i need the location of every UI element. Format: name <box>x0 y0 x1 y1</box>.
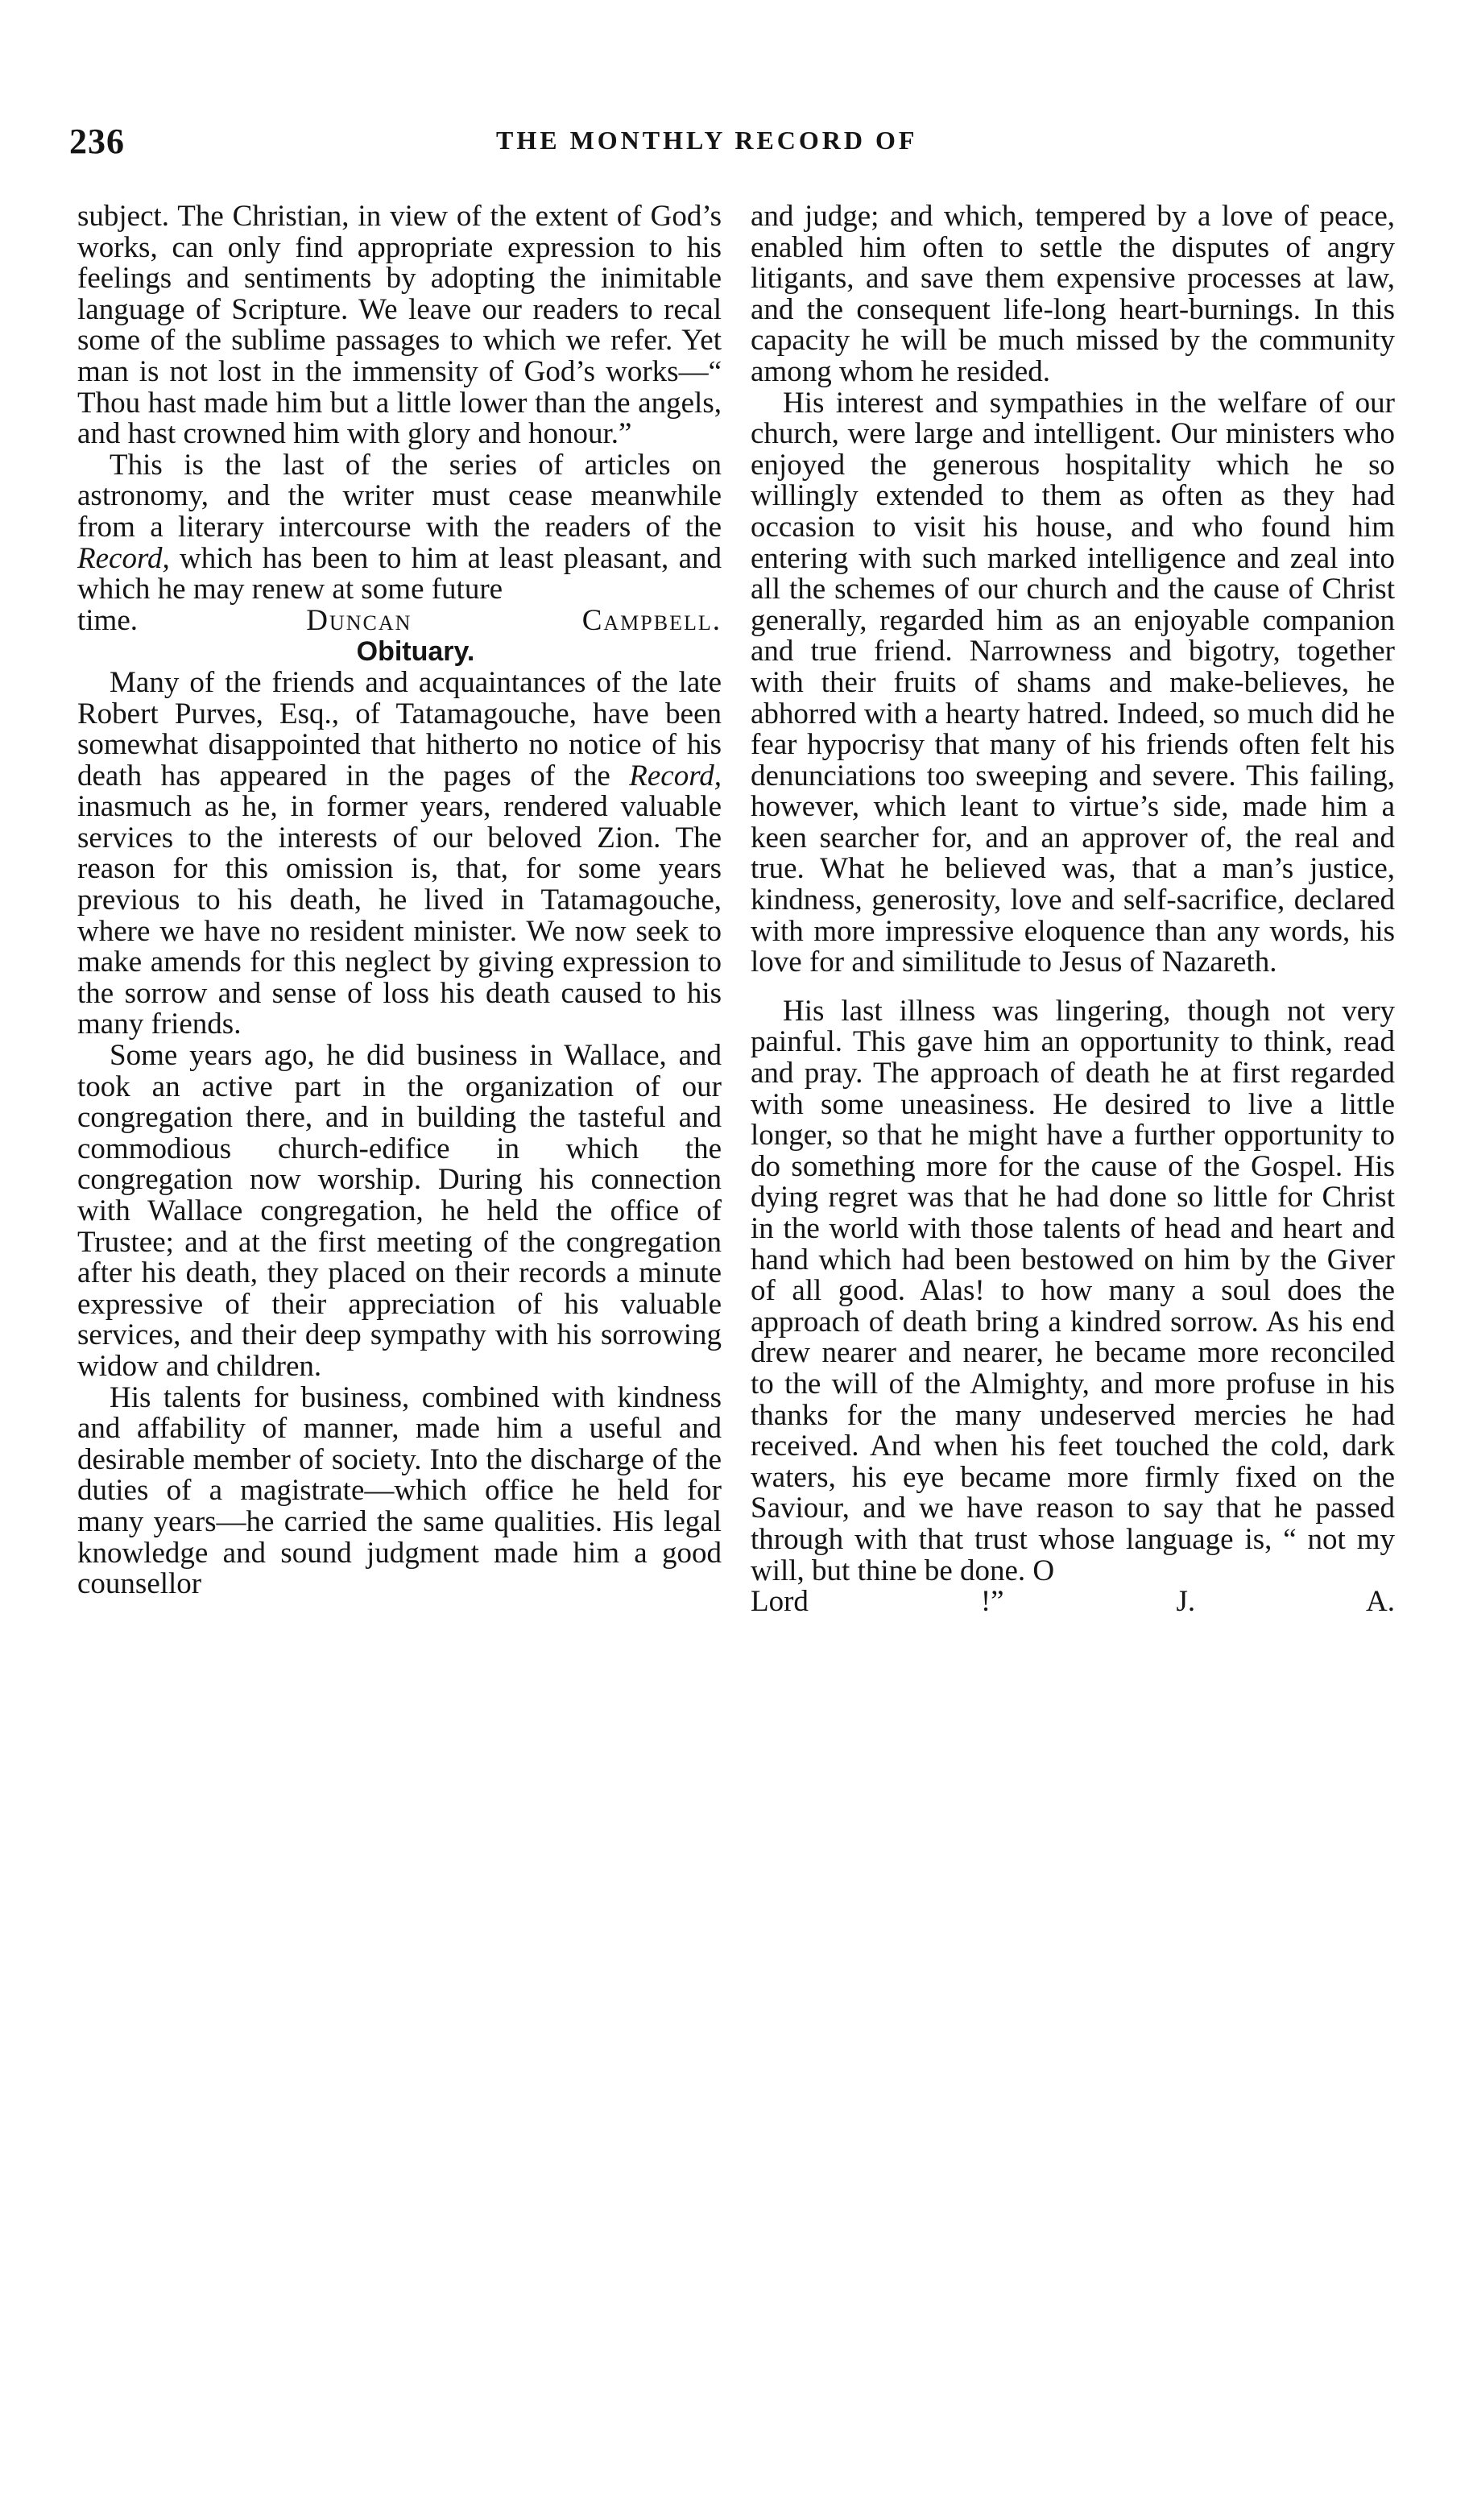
right-column <box>751 201 1395 1618</box>
closing-initials: J. A. <box>1176 1585 1396 1619</box>
record-title-italic: Record, <box>629 759 722 792</box>
obituary-text-b: inasmuch as he, in former years, rendered valuable services to the interests of our beloved Zion. The reason for this omission is, that, for some years previous to his death, he lived in Tatamagouche, where we have no resident minister. We now seek to make amends for this neglect by giving expression to the sorrow and sense of loss his death caused to his many friends. <box>77 790 722 1041</box>
record-title-italic: Record, <box>77 541 170 575</box>
signature-time: time. <box>77 603 139 637</box>
author-signature-line <box>77 603 722 637</box>
closing-words: Lord !” <box>751 1585 1004 1619</box>
obituary-paragraph: Some years ago, he did business in Wallace, and took an active part in the organization of our congregation there, and in building the tasteful and commodious church-edifice in which the congregation now worship. During his connection with Wallace congregation, he held the office of Trustee; and at the first meeting of the congregation after his death, they placed on their records a minute expressive of their appreciation of his valuable services, and their deep sympathy with his sorrowing widow and children. <box>77 1039 722 1383</box>
series-end-text-a: This is the last of the series of articles on astronomy, and the writer must cease meanwhile from a literary intercourse with the readers of the <box>77 448 722 544</box>
series-end-paragraph <box>77 450 722 606</box>
obituary-paragraph: His interest and sympathies in the welfare of our church, were large and intelligent. Our ministers who enjoyed the generous hospitality which he so willingly extended to them as often as they had occasion to visit his house, and who found him entering with such marked intelligence and zeal into all the schemes of our church and the cause of Christ generally, regarded him as an enjoyable companion and true friend. Narrowness and bigotry, together with their fruits of shams and make-believes, he abhorred with a hearty hatred. Indeed, so much did he fear hypocrisy that many of his friends often felt his denunciations too sweeping and severe. This failing, however, which leant to virtue’s side, made him a keen searcher for, and an approver of, the real and true. What he believed was, that a man’s justice, kindness, generosity, love and self-sacrifice, declared with more impressive eloquence than any words, his love for and similitude to Jesus of Nazareth. <box>751 386 1395 979</box>
obituary-paragraph: His last illness was lingering, though not very painful. This gave him an opportunity to think, read and pray. The approach of death he at first regarded with some uneasiness. He desired to live a little longer, so that he might have a further opportunity to do something more for the cause of the Gospel. His dying regret was that he had done so little for Christ in the world with those talents of head and heart and hand which had been bestowed on him by the Giver of all good. Alas! to how many a soul does the approach of death bring a kindred sorrow. As his end drew nearer and nearer, he became more reconciled to the will of the Almighty, and more profuse in his thanks for the many undeserved mercies he had received. And when his feet touched the cold, dark waters, his eye became more firmly fixed on the Saviour, and we have reason to say that he passed through with that trust whose language is, “ not my will, but thine be done. O <box>751 994 1395 1587</box>
journal-title: THE MONTHLY RECORD OF <box>496 126 918 155</box>
continuation-paragraph: subject. The Christian, in view of the extent of God’s works, can only find appropriate expression to his feelings and sentiments by adopting the inimitable language of Scripture. We leave our readers to recal some of the sublime passages to which we refer. Yet man is not lost in the immensity of God’s works—“ Thou hast made him but a little lower than the angels, and hast crowned him with glory and honour.” <box>77 200 722 451</box>
continuation-paragraph: and judge; and which, tempered by a love of peace, enabled him often to settle the disputes of angry litigants, and save them expensive processes at law, and the consequent life-long heart-burnings. In this capacity he will be much missed by the community among whom he resided. <box>751 200 1395 388</box>
series-end-text-b: which has been to him at least pleasant, and which he may renew at some future <box>77 541 722 606</box>
obituary-paragraph: His talents for business, combined with kindness and affability of manner, made him a useful and desirable member of society. Into the discharge of the duties of a magistrate—which office he held for many years—he carried the same qualities. His legal knowledge and sound judgment made him a good counsellor <box>77 1380 722 1601</box>
author-signature: Duncan Campbell. <box>306 603 722 637</box>
left-column <box>77 201 722 1600</box>
obituary-text-a: Many of the friends and acquaintances of the late Robert Purves, Esq., of Tatamagouche, have been somewhat disappointed that hitherto no notice of his death has appeared in the pages of the <box>77 665 722 792</box>
obituary-paragraph <box>77 665 722 1041</box>
running-header <box>69 121 1414 169</box>
page-number: 236 <box>69 122 125 161</box>
obituary-heading: Obituary. <box>356 636 475 668</box>
closing-line <box>751 1587 1395 1618</box>
